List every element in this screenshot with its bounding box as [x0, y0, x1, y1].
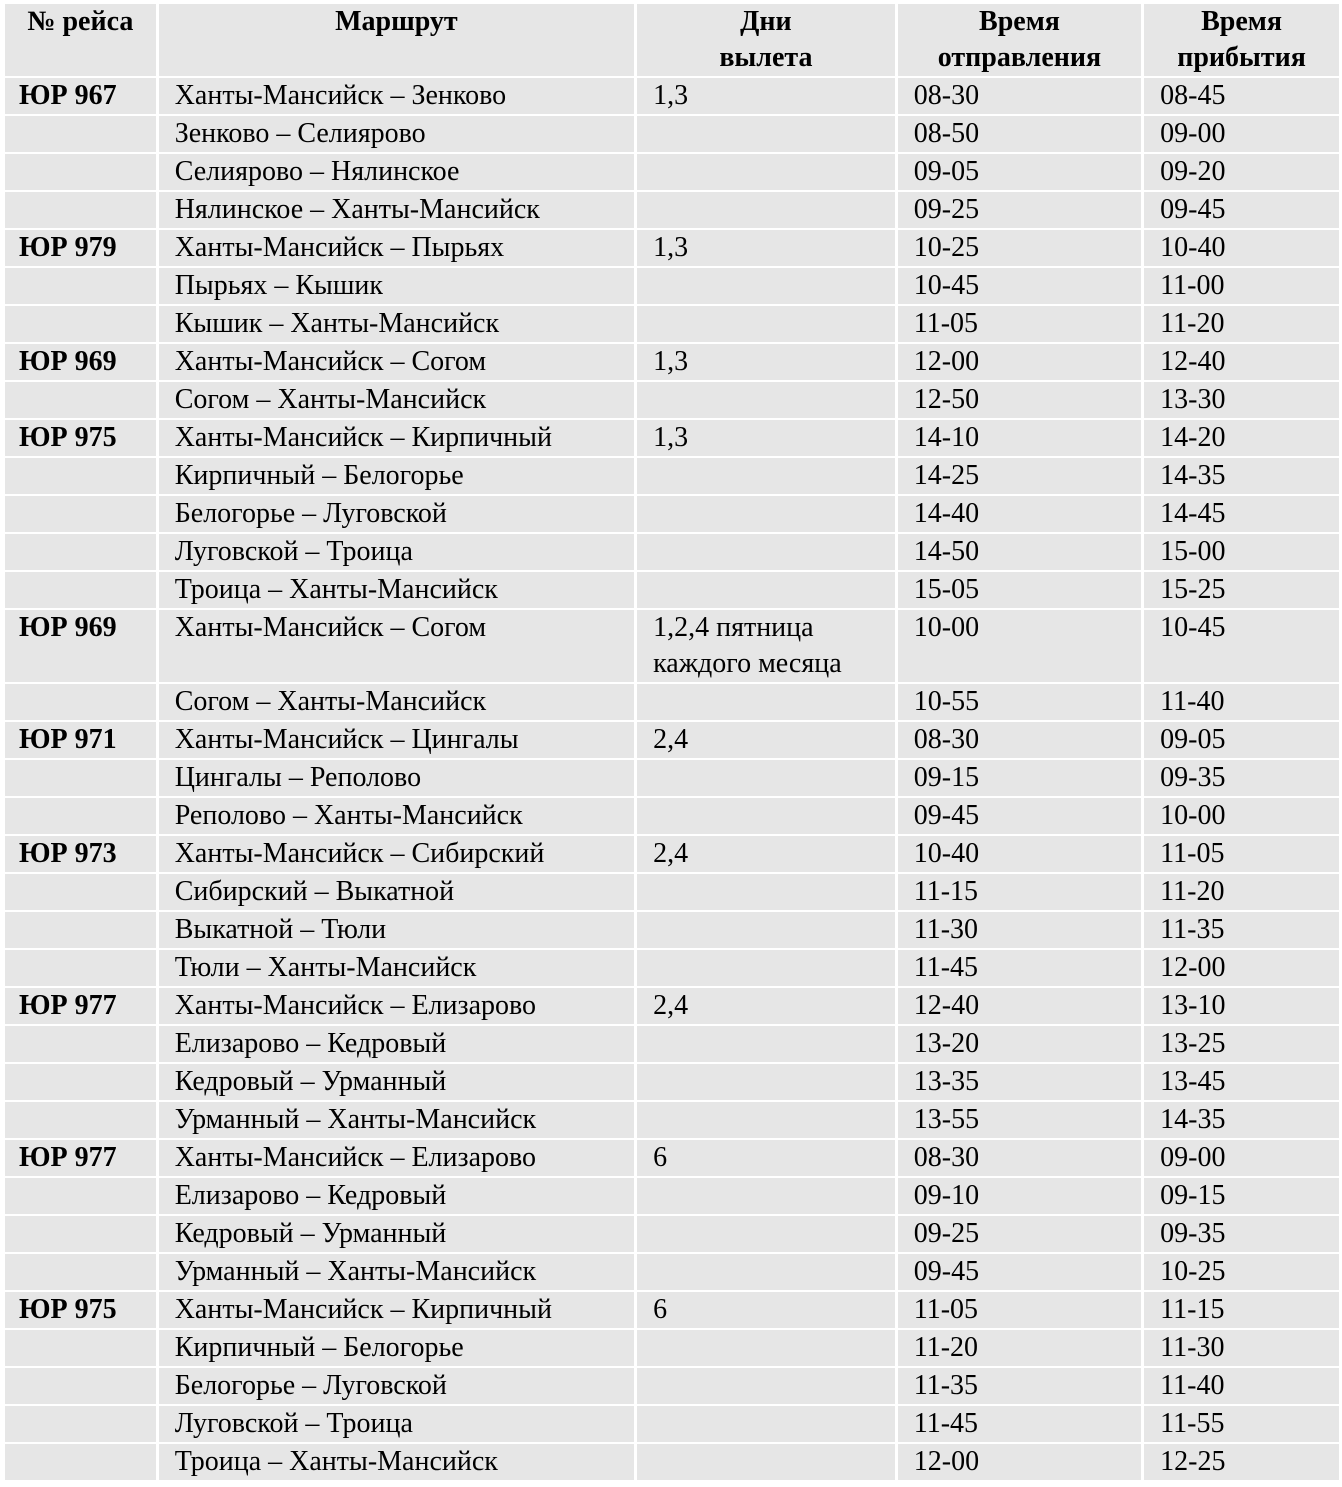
- departure-time-cell: 09-05: [898, 154, 1141, 190]
- arrival-time-cell: 12-40: [1144, 344, 1339, 380]
- flight-number-cell: [5, 192, 156, 228]
- route-cell: Ханты-Мансийск – Елизарово: [159, 988, 634, 1024]
- arrival-time-cell: 11-40: [1144, 684, 1339, 720]
- arrival-time-cell: 09-35: [1144, 760, 1339, 796]
- route-cell: Урманный – Ханты-Мансийск: [159, 1102, 634, 1138]
- header-days: Дни вылета: [637, 4, 895, 76]
- arrival-time-cell: 11-15: [1144, 1292, 1339, 1328]
- arrival-time-cell: 09-45: [1144, 192, 1339, 228]
- route-cell: Селиярово – Нялинское: [159, 154, 634, 190]
- arrival-time-cell: 09-20: [1144, 154, 1339, 190]
- departure-time-cell: 08-30: [898, 78, 1141, 114]
- route-cell: Ханты-Мансийск – Сибирский: [159, 836, 634, 872]
- table-row: [5, 1064, 1339, 1100]
- flight-number-cell: [5, 1368, 156, 1404]
- departure-days-cell: [637, 116, 895, 152]
- arrival-time-cell: 11-35: [1144, 912, 1339, 948]
- departure-days-cell: [637, 1216, 895, 1252]
- arrival-time-cell: 11-05: [1144, 836, 1339, 872]
- route-cell: Тюли – Ханты-Мансийск: [159, 950, 634, 986]
- flight-number-cell: [5, 1102, 156, 1138]
- departure-days-cell: [637, 684, 895, 720]
- flight-number-cell: [5, 534, 156, 570]
- flight-number-cell: ЮР 967: [5, 78, 156, 114]
- departure-time-cell: 14-10: [898, 420, 1141, 456]
- departure-days-cell: [637, 268, 895, 304]
- route-cell: Ханты-Мансийск – Цингалы: [159, 722, 634, 758]
- departure-days-cell: 2,4: [637, 722, 895, 758]
- departure-time-cell: 09-45: [898, 1254, 1141, 1290]
- departure-time-cell: 09-25: [898, 1216, 1141, 1252]
- departure-time-cell: 10-55: [898, 684, 1141, 720]
- table-row: [5, 1026, 1339, 1062]
- flight-number-cell: [5, 572, 156, 608]
- arrival-time-cell: 14-35: [1144, 1102, 1339, 1138]
- departure-time-cell: 11-35: [898, 1368, 1141, 1404]
- arrival-time-cell: 15-25: [1144, 572, 1339, 608]
- departure-days-cell: [637, 154, 895, 190]
- route-cell: Белогорье – Луговской: [159, 1368, 634, 1404]
- table-row: [5, 1368, 1339, 1404]
- departure-days-cell: [637, 1178, 895, 1214]
- departure-days-cell: 1,3: [637, 420, 895, 456]
- route-cell: Согом – Ханты-Мансийск: [159, 684, 634, 720]
- arrival-time-cell: 11-55: [1144, 1406, 1339, 1442]
- table-row: [5, 950, 1339, 986]
- departure-days-cell: 6: [637, 1292, 895, 1328]
- arrival-time-cell: 09-15: [1144, 1178, 1339, 1214]
- arrival-time-cell: 13-10: [1144, 988, 1339, 1024]
- route-cell: Кедровый – Урманный: [159, 1064, 634, 1100]
- flight-number-cell: ЮР 969: [5, 610, 156, 682]
- departure-time-cell: 14-25: [898, 458, 1141, 494]
- departure-days-cell: [637, 950, 895, 986]
- departure-days-cell: [637, 382, 895, 418]
- arrival-time-cell: 11-00: [1144, 268, 1339, 304]
- departure-time-cell: 11-20: [898, 1330, 1141, 1366]
- arrival-time-cell: 10-45: [1144, 610, 1339, 682]
- arrival-time-cell: 10-25: [1144, 1254, 1339, 1290]
- route-cell: Елизарово – Кедровый: [159, 1026, 634, 1062]
- route-cell: Реполово – Ханты-Мансийск: [159, 798, 634, 834]
- flight-number-cell: [5, 458, 156, 494]
- table-row: [5, 230, 1339, 266]
- departure-days-cell: [637, 1330, 895, 1366]
- route-cell: Ханты-Мансийск – Согом: [159, 344, 634, 380]
- arrival-time-cell: 13-30: [1144, 382, 1339, 418]
- departure-days-cell: [637, 874, 895, 910]
- table-row: [5, 798, 1339, 834]
- route-cell: Ханты-Мансийск – Зенково: [159, 78, 634, 114]
- departure-days-cell: 2,4: [637, 988, 895, 1024]
- departure-time-cell: 12-50: [898, 382, 1141, 418]
- departure-days-cell: [637, 534, 895, 570]
- departure-days-cell: [637, 1064, 895, 1100]
- header-departure: Время отправления: [898, 4, 1141, 76]
- departure-time-cell: 11-15: [898, 874, 1141, 910]
- departure-time-cell: 13-55: [898, 1102, 1141, 1138]
- table-row: [5, 1254, 1339, 1290]
- route-cell: Ханты-Мансийск – Елизарово: [159, 1140, 634, 1176]
- flight-number-cell: [5, 1178, 156, 1214]
- departure-days-cell: [637, 1026, 895, 1062]
- table-row: [5, 192, 1339, 228]
- flight-number-cell: ЮР 971: [5, 722, 156, 758]
- table-row: [5, 1444, 1339, 1480]
- table-row: [5, 912, 1339, 948]
- departure-time-cell: 12-00: [898, 1444, 1141, 1480]
- route-cell: Урманный – Ханты-Мансийск: [159, 1254, 634, 1290]
- table-row: [5, 268, 1339, 304]
- route-cell: Зенково – Селиярово: [159, 116, 634, 152]
- table-row: [5, 988, 1339, 1024]
- departure-time-cell: 09-25: [898, 192, 1141, 228]
- route-cell: Белогорье – Луговской: [159, 496, 634, 532]
- table-row: [5, 684, 1339, 720]
- flight-number-cell: [5, 1064, 156, 1100]
- flight-number-cell: [5, 760, 156, 796]
- table-row: [5, 534, 1339, 570]
- flight-number-cell: ЮР 975: [5, 420, 156, 456]
- flight-number-cell: [5, 1216, 156, 1252]
- departure-days-cell: [637, 458, 895, 494]
- route-cell: Ханты-Мансийск – Согом: [159, 610, 634, 682]
- table-row: [5, 610, 1339, 682]
- departure-time-cell: 08-30: [898, 722, 1141, 758]
- table-row: [5, 420, 1339, 456]
- table-row: [5, 306, 1339, 342]
- table-row: [5, 836, 1339, 872]
- flight-number-cell: [5, 950, 156, 986]
- route-cell: Кирпичный – Белогорье: [159, 458, 634, 494]
- arrival-time-cell: 14-35: [1144, 458, 1339, 494]
- flight-number-cell: [5, 798, 156, 834]
- route-cell: Ханты-Мансийск – Кирпичный: [159, 420, 634, 456]
- flight-number-cell: [5, 874, 156, 910]
- route-cell: Пырьях – Кышик: [159, 268, 634, 304]
- arrival-time-cell: 11-20: [1144, 306, 1339, 342]
- departure-days-cell: [637, 1406, 895, 1442]
- table-row: [5, 344, 1339, 380]
- table-row: [5, 78, 1339, 114]
- route-cell: Нялинское – Ханты-Мансийск: [159, 192, 634, 228]
- departure-time-cell: 13-20: [898, 1026, 1141, 1062]
- departure-days-cell: [637, 760, 895, 796]
- departure-days-cell: [637, 912, 895, 948]
- departure-days-cell: [637, 192, 895, 228]
- route-cell: Троица – Ханты-Мансийск: [159, 572, 634, 608]
- departure-time-cell: 11-45: [898, 1406, 1141, 1442]
- table-row: [5, 760, 1339, 796]
- departure-time-cell: 09-10: [898, 1178, 1141, 1214]
- departure-days-cell: [637, 572, 895, 608]
- departure-days-cell: 1,3: [637, 344, 895, 380]
- arrival-time-cell: 09-00: [1144, 116, 1339, 152]
- flight-number-cell: ЮР 969: [5, 344, 156, 380]
- departure-time-cell: 08-50: [898, 116, 1141, 152]
- flight-number-cell: [5, 1406, 156, 1442]
- route-cell: Согом – Ханты-Мансийск: [159, 382, 634, 418]
- arrival-time-cell: 15-00: [1144, 534, 1339, 570]
- route-cell: Кышик – Ханты-Мансийск: [159, 306, 634, 342]
- route-cell: Сибирский – Выкатной: [159, 874, 634, 910]
- flight-number-cell: [5, 684, 156, 720]
- arrival-time-cell: 13-45: [1144, 1064, 1339, 1100]
- departure-time-cell: 10-00: [898, 610, 1141, 682]
- arrival-time-cell: 09-35: [1144, 1216, 1339, 1252]
- departure-time-cell: 11-30: [898, 912, 1141, 948]
- table-row: [5, 1140, 1339, 1176]
- arrival-time-cell: 14-20: [1144, 420, 1339, 456]
- route-cell: Луговской – Троица: [159, 1406, 634, 1442]
- flight-number-cell: ЮР 977: [5, 988, 156, 1024]
- departure-days-cell: 2,4: [637, 836, 895, 872]
- departure-time-cell: 10-45: [898, 268, 1141, 304]
- table-row: [5, 496, 1339, 532]
- departure-days-cell: [637, 798, 895, 834]
- arrival-time-cell: 11-20: [1144, 874, 1339, 910]
- departure-days-cell: [637, 1254, 895, 1290]
- departure-time-cell: 09-15: [898, 760, 1141, 796]
- departure-days-cell: [637, 1444, 895, 1480]
- route-cell: Выкатной – Тюли: [159, 912, 634, 948]
- flight-number-cell: ЮР 979: [5, 230, 156, 266]
- table-row: [5, 572, 1339, 608]
- flight-number-cell: [5, 1444, 156, 1480]
- header-row: [5, 4, 1339, 76]
- departure-time-cell: 09-45: [898, 798, 1141, 834]
- flight-number-cell: [5, 268, 156, 304]
- route-cell: Цингалы – Реполово: [159, 760, 634, 796]
- flight-number-cell: ЮР 973: [5, 836, 156, 872]
- departure-time-cell: 15-05: [898, 572, 1141, 608]
- arrival-time-cell: 10-40: [1144, 230, 1339, 266]
- flight-number-cell: [5, 382, 156, 418]
- departure-time-cell: 11-05: [898, 1292, 1141, 1328]
- departure-time-cell: 12-00: [898, 344, 1141, 380]
- route-cell: Ханты-Мансийск – Кирпичный: [159, 1292, 634, 1328]
- departure-days-cell: 1,3: [637, 230, 895, 266]
- table-row: [5, 154, 1339, 190]
- route-cell: Кирпичный – Белогорье: [159, 1330, 634, 1366]
- flight-number-cell: [5, 154, 156, 190]
- table-row: [5, 116, 1339, 152]
- table-row: [5, 458, 1339, 494]
- table-row: [5, 874, 1339, 910]
- arrival-time-cell: 12-00: [1144, 950, 1339, 986]
- flight-number-cell: [5, 1330, 156, 1366]
- table-row: [5, 1330, 1339, 1366]
- header-flight-number: № рейса: [5, 4, 156, 76]
- route-cell: Кедровый – Урманный: [159, 1216, 634, 1252]
- arrival-time-cell: 12-25: [1144, 1444, 1339, 1480]
- arrival-time-cell: 10-00: [1144, 798, 1339, 834]
- departure-time-cell: 14-40: [898, 496, 1141, 532]
- arrival-time-cell: 08-45: [1144, 78, 1339, 114]
- departure-days-cell: 6: [637, 1140, 895, 1176]
- arrival-time-cell: 13-25: [1144, 1026, 1339, 1062]
- departure-time-cell: 10-25: [898, 230, 1141, 266]
- route-cell: Троица – Ханты-Мансийск: [159, 1444, 634, 1480]
- arrival-time-cell: 11-40: [1144, 1368, 1339, 1404]
- header-arrival: Время прибытия: [1144, 4, 1339, 76]
- departure-time-cell: 08-30: [898, 1140, 1141, 1176]
- flight-number-cell: [5, 306, 156, 342]
- departure-time-cell: 12-40: [898, 988, 1141, 1024]
- table-row: [5, 1102, 1339, 1138]
- arrival-time-cell: 09-05: [1144, 722, 1339, 758]
- flight-number-cell: [5, 116, 156, 152]
- header-route: Маршрут: [159, 4, 634, 76]
- flight-number-cell: [5, 912, 156, 948]
- table-row: [5, 1406, 1339, 1442]
- departure-days-cell: 1,3: [637, 78, 895, 114]
- flight-number-cell: [5, 1254, 156, 1290]
- flight-number-cell: [5, 1026, 156, 1062]
- arrival-time-cell: 11-30: [1144, 1330, 1339, 1366]
- table-row: [5, 1216, 1339, 1252]
- departure-time-cell: 10-40: [898, 836, 1141, 872]
- departure-time-cell: 14-50: [898, 534, 1141, 570]
- table-row: [5, 1292, 1339, 1328]
- route-cell: Елизарово – Кедровый: [159, 1178, 634, 1214]
- table-row: [5, 1178, 1339, 1214]
- departure-days-cell: [637, 1102, 895, 1138]
- departure-days-cell: [637, 306, 895, 342]
- arrival-time-cell: 09-00: [1144, 1140, 1339, 1176]
- flight-number-cell: ЮР 977: [5, 1140, 156, 1176]
- departure-time-cell: 13-35: [898, 1064, 1141, 1100]
- departure-time-cell: 11-05: [898, 306, 1141, 342]
- table-row: [5, 382, 1339, 418]
- flight-number-cell: ЮР 975: [5, 1292, 156, 1328]
- table-row: [5, 722, 1339, 758]
- departure-time-cell: 11-45: [898, 950, 1141, 986]
- flight-schedule-table: [2, 2, 1342, 1482]
- route-cell: Луговской – Троица: [159, 534, 634, 570]
- route-cell: Ханты-Мансийск – Пырьях: [159, 230, 634, 266]
- departure-days-cell: [637, 1368, 895, 1404]
- arrival-time-cell: 14-45: [1144, 496, 1339, 532]
- departure-days-cell: [637, 496, 895, 532]
- departure-days-cell: 1,2,4 пятница каждого месяца: [637, 610, 895, 682]
- flight-number-cell: [5, 496, 156, 532]
